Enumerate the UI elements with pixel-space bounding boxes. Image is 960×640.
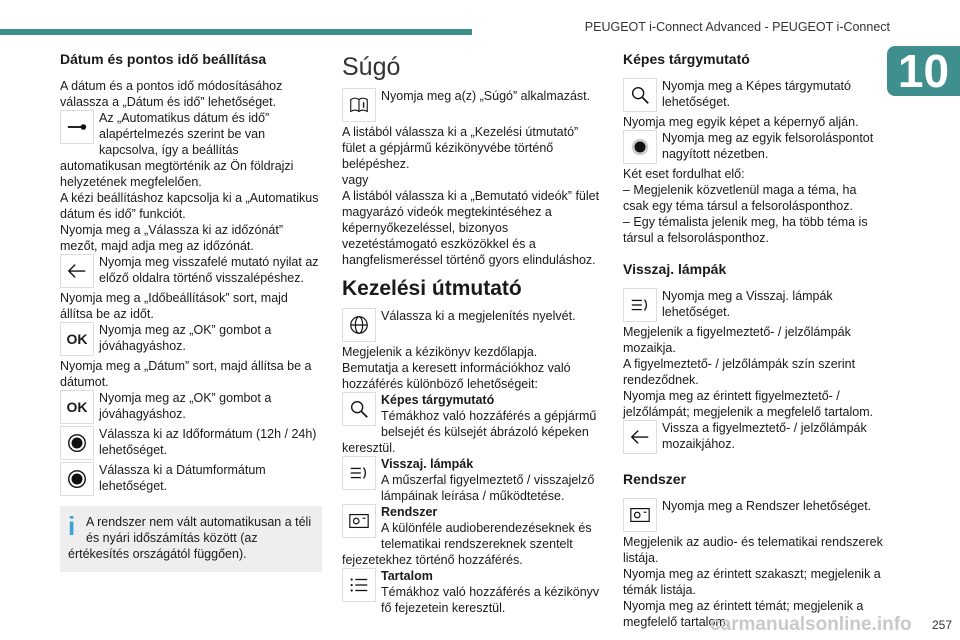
icon-instruction: Nyomja meg a Visszaj. lámpák lehetőséget. bbox=[623, 288, 885, 324]
icon-instruction: OK Nyomja meg az „OK” gombot a jóváhagyáshoz. bbox=[60, 390, 322, 426]
icon-instruction: Nyomja meg a Rendszer lehetőséget. bbox=[623, 498, 885, 534]
section-heading-picture-index: Képes tárgymutató bbox=[623, 51, 750, 67]
paragraph: Megjelenik a figyelmeztető- / jelzőlámpák mozaikja. A figyelmeztető- / jelzőlámpák szín szerint rendeződnek. Nyomja meg az érintett figyelmeztető- / jelzőlámpát; megjelenik a megfelelő tartalom. bbox=[623, 325, 874, 419]
paragraph: Nyomja meg a „Időbeállítások” sort, majd állítsa be az időt. bbox=[60, 291, 288, 321]
icon-instruction: Nyomja meg a(z) „Súgó” alkalmazást. bbox=[342, 88, 604, 124]
header-accent-bar bbox=[0, 29, 472, 35]
section-heading-warning-lights: Visszaj. lámpák bbox=[623, 261, 727, 277]
warning-lights-icon bbox=[623, 288, 657, 322]
chapter-tab: 10 bbox=[887, 46, 960, 96]
column-index bbox=[623, 50, 885, 630]
running-header: PEUGEOT i-Connect Advanced - PEUGEOT i-Connect bbox=[584, 20, 890, 34]
paragraph: Megjelenik a kézikönyv kezdőlapja. Bemutatja a keresett információkhoz való hozzáférés különböző lehetőségeit: bbox=[342, 345, 571, 391]
icon-instruction: Vissza a figyelmeztető- / jelzőlámpák mozaikjához. bbox=[623, 420, 885, 456]
section-heading-datetime: Dátum és pontos idő beállítása bbox=[60, 51, 267, 67]
icon-instruction: Válassza ki az Időformátum (12h / 24h) lehetőséget. bbox=[60, 426, 322, 462]
column-help bbox=[342, 50, 604, 616]
paragraph: Nyomja meg egyik képet a képernyő alján. bbox=[623, 115, 859, 129]
hotspot-icon bbox=[623, 130, 657, 164]
icon-instruction: Tartalom Témákhoz való hozzáférés a kézikönyv fő fejezetein keresztül. bbox=[342, 568, 604, 616]
icon-instruction: Rendszer A különféle audioberendezéseknek és telematikai rendszereknek szentelt fejezetekhez történő hozzáférés. bbox=[342, 505, 592, 567]
icon-instruction: Nyomja meg visszafelé mutató nyilat az előző oldalra történő visszalépéshez. bbox=[60, 254, 322, 290]
paragraph: A dátum és a pontos idő módosításához válassza a „Dátum és idő” lehetőséget. bbox=[60, 79, 283, 109]
paragraph: A listából válassza ki a „Kezelési útmutató” fület a gépjármű kézikönyvébe történő belépéshez. vagy A listából válassza ki a „Bemutató videók” fület magyarázó videók megtekintéséhez a képernyőkezeléssel, bizonyos vezetéstámogató eszközökkel és a hangfelismeréssel történő gyors elinduláshoz. bbox=[342, 125, 600, 267]
ok-icon: OK bbox=[60, 390, 94, 424]
icon-instruction: Visszaj. lámpák A műszerfal figyelmeztető / visszajelző lámpáinak leírása / működtetése. bbox=[342, 456, 604, 504]
radio-selected-icon bbox=[60, 462, 94, 496]
page-number: 257 bbox=[931, 618, 952, 632]
ok-icon: OK bbox=[60, 322, 94, 356]
paragraph: Nyomja meg a „Dátum” sort, majd állítsa be a dátumot. bbox=[60, 359, 312, 389]
back-arrow-icon bbox=[623, 420, 657, 454]
search-icon bbox=[623, 78, 657, 112]
system-screen-icon bbox=[342, 504, 376, 538]
paragraph: Megjelenik az audio- és telematikai rendszerek listája. Nyomja meg az érintett szakaszt; megjelenik a témák listája. Nyomja meg az érintett témát; megjelenik a megfelelő tartalom. bbox=[623, 535, 883, 629]
icon-instruction: Képes tárgymutató Témákhoz való hozzáférés a gépjármű belsejét és külsejét ábrázoló képeken keresztül. bbox=[342, 393, 597, 455]
radio-selected-icon bbox=[60, 426, 94, 460]
watermark: carmanualsonline.info bbox=[710, 614, 912, 635]
section-heading-guide: Kezelési útmutató bbox=[342, 277, 522, 300]
section-heading-help: Súgó bbox=[342, 53, 401, 81]
icon-instruction: Válassza ki a Dátumformátum lehetőséget. bbox=[60, 462, 322, 498]
paragraph: Két eset fordulhat elő: – Megjelenik közvetlenül maga a téma, ha csak egy téma társul a felsorolásponthoz. – Egy témalista jelenik meg, ha több téma is társul a felsorolásponthoz. bbox=[623, 167, 868, 245]
globe-icon bbox=[342, 308, 376, 342]
paragraph: A kézi beállításhoz kapcsolja ki a „Automatikus dátum és idő” funkciót. Nyomja meg a „Válassza ki az időzónát” mezőt, majd adja meg az időzónát. bbox=[60, 191, 319, 253]
icon-instruction: OK Nyomja meg az „OK” gombot a jóváhagyáshoz. bbox=[60, 322, 322, 358]
icon-instruction: Válassza ki a megjelenítés nyelvét. bbox=[342, 308, 604, 344]
info-note: i A rendszer nem vált automatikusan a téli és nyári időszámítás között (az értékesítés országától függően). bbox=[60, 506, 322, 572]
section-heading-system: Rendszer bbox=[623, 471, 687, 487]
toggle-icon bbox=[60, 110, 94, 144]
icon-instruction: Nyomja meg a Képes tárgymutató lehetőséget. bbox=[623, 78, 885, 114]
warning-lights-icon bbox=[342, 456, 376, 490]
column-datetime bbox=[60, 50, 322, 572]
icon-instruction: Nyomja meg az egyik felsoroláspontot nagyított nézetben. bbox=[623, 130, 885, 166]
help-book-icon bbox=[342, 88, 376, 122]
back-arrow-icon bbox=[60, 254, 94, 288]
info-icon: i bbox=[68, 511, 76, 541]
system-screen-icon bbox=[623, 498, 657, 532]
search-icon bbox=[342, 392, 376, 426]
contents-list-icon bbox=[342, 568, 376, 602]
icon-instruction: Az „Automatikus dátum és idő” alapértelmezés szerint be van kapcsolva, így a beállítás automatikusan megtörténik az Ön földrajzi helyzetének megfelelően. bbox=[60, 111, 294, 189]
